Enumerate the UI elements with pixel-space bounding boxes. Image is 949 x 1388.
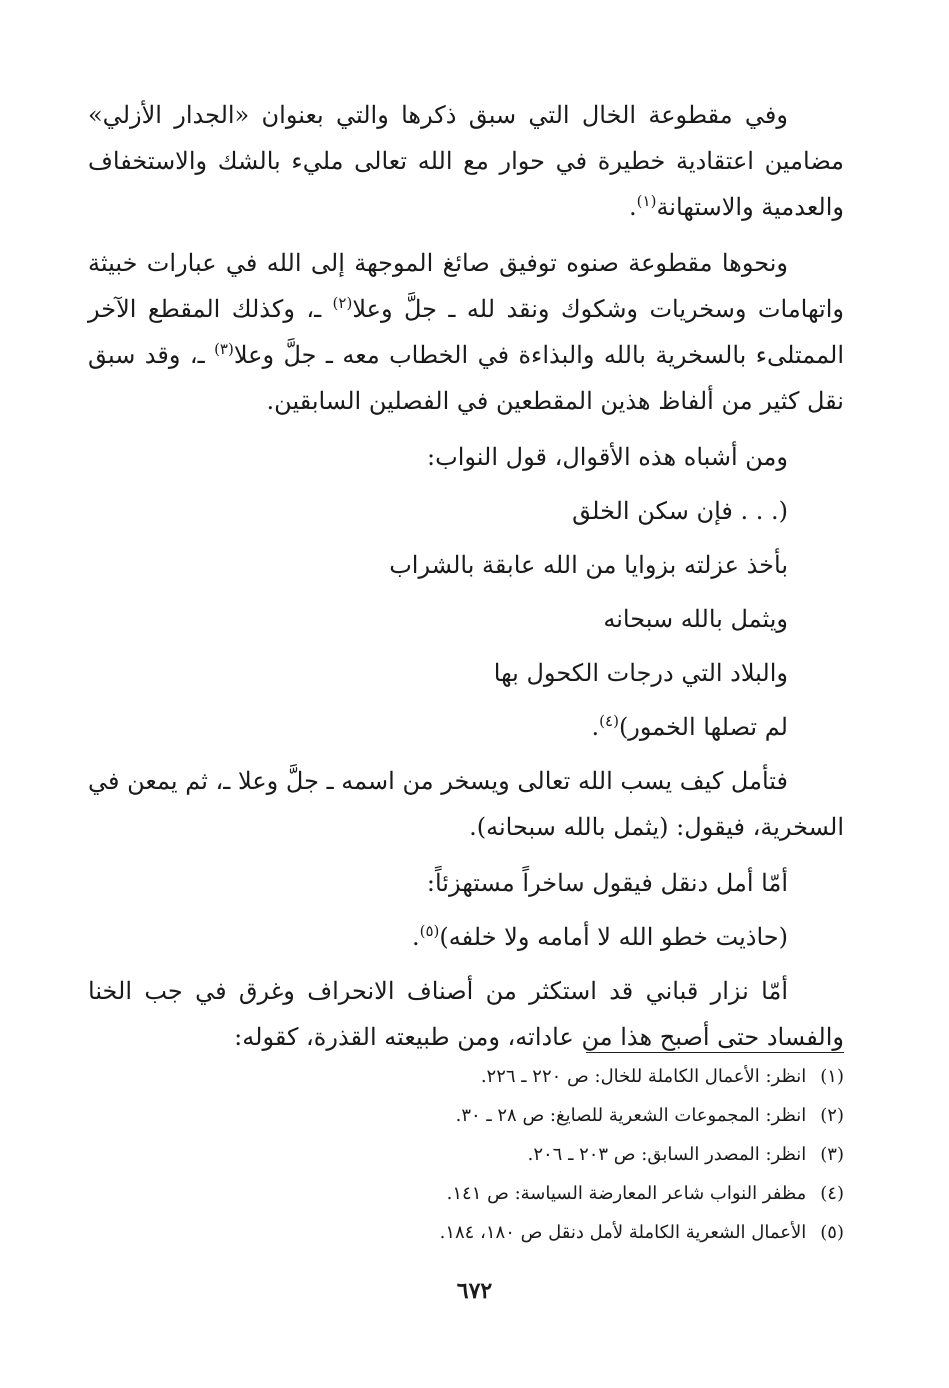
footnote-1 — [104, 1062, 844, 1091]
footnote-divider — [586, 1052, 844, 1053]
paragraph-3: ومن أشباه هذه الأقوال، قول النواب: — [427, 443, 788, 471]
footnote-text: مظفر النواب شاعر المعارضة السياسة: ص ١٤١. — [446, 1183, 807, 1204]
paragraph-7: أمّا نزار قباني قد استكثر من أصناف الانحراف وغرق في جب الخنا والفساد حتى أصبح هذا من عاداته، ومن طبيعته القذرة، كقوله: — [88, 977, 844, 1051]
paragraph-2 — [88, 240, 844, 424]
footnotes — [104, 1062, 844, 1257]
footnote-text: انظر: الأعمال الكاملة للخال: ص ٢٢٠ ـ ٢٢٦. — [480, 1066, 807, 1087]
poem-line-last — [88, 704, 844, 750]
footnote-4 — [104, 1179, 844, 1208]
footnote-ref-2[interactable]: (٢) — [332, 294, 353, 312]
paragraph-2-text-a: ونحوها مقطوعة صنوه توفيق صائغ الموجهة إلى الله في عبارات خبيثة واتهامات وسخريات وشكوك ونقد لله ـ جلَّ وعلا — [88, 249, 844, 323]
footnote-2 — [104, 1101, 844, 1130]
paragraph-4: فتأمل كيف يسب الله تعالى ويسخر من اسمه ـ جلَّ وعلا ـ، ثم يمعن في السخرية، فيقول: (يثمل بالله سبحانه). — [88, 767, 844, 841]
poem-line: (. . . فإن سكن الخلق — [572, 497, 788, 525]
footnote-text: انظر: المصدر السابق: ص ٢٠٣ ـ ٢٠٦. — [527, 1144, 807, 1165]
footnote-text: انظر: المجموعات الشعرية للصايغ: ص ٢٨ ـ ٣٠. — [455, 1105, 807, 1126]
footnote-text: الأعمال الشعرية الكاملة لأمل دنقل ص ١٨٠، ١٨٤. — [439, 1222, 807, 1243]
footnote-ref-4[interactable]: (٤) — [599, 712, 619, 730]
footnote-ref-5[interactable]: (٥) — [419, 922, 440, 940]
footnote-number: (٤) — [820, 1183, 844, 1204]
paragraph-2-text-c: ـ، وقد سبق نقل كثير من ألفاظ هذين المقطعين في الفصلين السابقين. — [88, 341, 844, 415]
footnote-number: (٥) — [820, 1222, 844, 1243]
footnote-3 — [104, 1140, 844, 1169]
footnote-number: (٣) — [820, 1144, 844, 1165]
paragraph-5: أمّا أمل دنقل فيقول ساخراً مستهزئاً: — [426, 869, 788, 897]
footnote-5 — [104, 1218, 844, 1247]
paragraph-2-text-b: ـ، وكذلك المقطع الآخر الممتلىء بالسخرية بالله والبذاءة في الخطاب معه ـ جلَّ وعلا — [88, 295, 844, 369]
page-number: ٦٧٢ — [456, 1278, 493, 1304]
poem-last-text: لم تصلها الخمور) — [618, 713, 788, 741]
poem-last-tail: . — [591, 713, 600, 741]
poem-line: بأخذ عزلته بزوايا من الله عابقة بالشراب — [389, 551, 788, 579]
paragraph-1 — [88, 92, 844, 230]
paragraph-6 — [88, 914, 844, 960]
poem-line: والبلاد التي درجات الكحول بها — [493, 659, 788, 687]
footnote-number: (٢) — [820, 1105, 844, 1126]
footnote-number: (١) — [820, 1066, 844, 1087]
paragraph-6-tail: . — [411, 923, 420, 951]
paragraph-6-text: (حاذيت خطو الله لا أمامه ولا خلفه) — [439, 923, 788, 951]
poem-line: ويثمل بالله سبحانه — [603, 605, 788, 633]
footnote-ref-1[interactable]: (١) — [636, 192, 657, 210]
footnote-ref-3[interactable]: (٣) — [214, 340, 234, 358]
paragraph-1-tail: . — [629, 193, 637, 221]
paragraph-1-text: وفي مقطوعة الخال التي سبق ذكرها والتي بعنوان «الجدار الأزلي» مضامين اعتقادية خطيرة في حوار مع الله تعالى مليء بالشك والاستخفاف والعدمية والاستهانة — [88, 101, 844, 221]
main-text — [88, 92, 844, 1070]
